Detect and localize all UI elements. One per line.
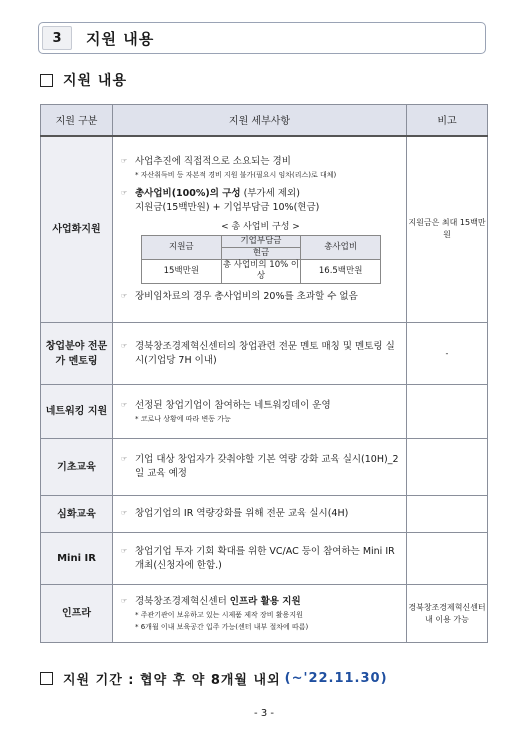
table-row (41, 439, 488, 496)
table-row (41, 496, 488, 533)
row-details: ☞ 기업 대상 창업자가 갖춰야할 기본 역량 강화 교육 실시(10H)_2일 교육 예정 (113, 439, 407, 496)
row-note: - (407, 323, 488, 385)
bullet-icon: ☞ (121, 341, 128, 350)
support-period (40, 668, 388, 688)
bullet-icon: ☞ (121, 546, 128, 555)
section-header (38, 22, 486, 54)
subheading-text: 지원 내용 (63, 73, 127, 89)
row-details: ☞ 경북창조경제혁신센터의 창업관련 전문 멘토 매칭 및 멘토링 실시(기업당 7H 이내) (113, 323, 407, 385)
bullet-icon: ☞ (121, 400, 128, 409)
period-date: (~'22.11.30) (284, 670, 388, 686)
table-row (41, 323, 488, 385)
row-note: 경북창조경제혁신센터 내 이용 가능 (407, 585, 488, 643)
row-category: 인프라 (41, 585, 113, 643)
section-number: 3 (42, 26, 72, 50)
row-category: 창업분야 전문가 멘토링 (41, 323, 113, 385)
subheading (40, 70, 127, 90)
bullet-icon: ☞ (121, 509, 128, 517)
row-details: ☞ 창업기업의 IR 역량강화를 위해 전문 교육 실시(4H) (113, 496, 407, 533)
row-category: Mini IR (41, 533, 113, 585)
row-category: 네트워킹 지원 (41, 385, 113, 439)
bullet-icon: ☞ (121, 596, 128, 605)
period-label: 지원 기간 : 협약 후 약 8개월 내외 (63, 672, 281, 688)
row-details: ☞ 창업기업 투자 기회 확대를 위한 VC/AC 등이 참여하는 Mini IR 개최(신청자에 한함.) (113, 533, 407, 585)
table-row (41, 385, 488, 439)
header-details: 지원 세부사항 (113, 105, 407, 136)
header-remarks: 비고 (407, 105, 488, 136)
bullet-icon: ☞ (121, 188, 128, 197)
row-category: 사업화지원 (41, 136, 113, 323)
cost-table: 지원금 기업부담금 총사업비 현금 15백만원 총 사업비의 10% 이상 16.5백만원 (141, 235, 381, 284)
row-category: 심화교육 (41, 496, 113, 533)
checkbox-icon (40, 74, 53, 87)
page-number: - 3 - (254, 708, 274, 719)
bullet-icon: ☞ (121, 156, 128, 165)
support-table (40, 104, 488, 643)
bullet-icon: ☞ (121, 291, 128, 300)
row-category: 기초교육 (41, 439, 113, 496)
row-details: ☞ 선정된 창업기업이 참여하는 네트워킹데이 운영 * 코로나 상황에 따라 변동 가능 (113, 385, 407, 439)
section-title: 지원 내용 (86, 29, 155, 48)
table-row (41, 533, 488, 585)
table-row (41, 136, 488, 323)
row-note: 지원금은 최대 15백만원 (407, 136, 488, 323)
bullet-icon: ☞ (121, 455, 128, 463)
header-category: 지원 구분 (41, 105, 113, 136)
checkbox-icon (40, 672, 53, 685)
table-row (41, 585, 488, 643)
row-details: ☞ 경북창조경제혁신센터 인프라 활용 지원 * 주관기관이 보유하고 있는 시제품 제작 장비 활용지원 * 6개월 이내 보육공간 입주 가능(센터 내부 절차에 따름) (113, 585, 407, 643)
row-details: ☞ 사업추진에 직접적으로 소요되는 경비 * 자산취득비 등 자본적 경비 지원 불가(필요시 임차(리스)로 대체) ☞ 총사업비(100%)의 구성 (부가세 제외) 지원금(15백만원) + 기업부담금 10%(현금) < 총 사업비 구성 > 지원금 기업부담금 총사업비 현금 15백만원 총 사업비의 10% 이상 16.5백만원 ☞ 장비임차료의 경우 총사업비의 20%를 초과할 수 없음 (113, 136, 407, 323)
